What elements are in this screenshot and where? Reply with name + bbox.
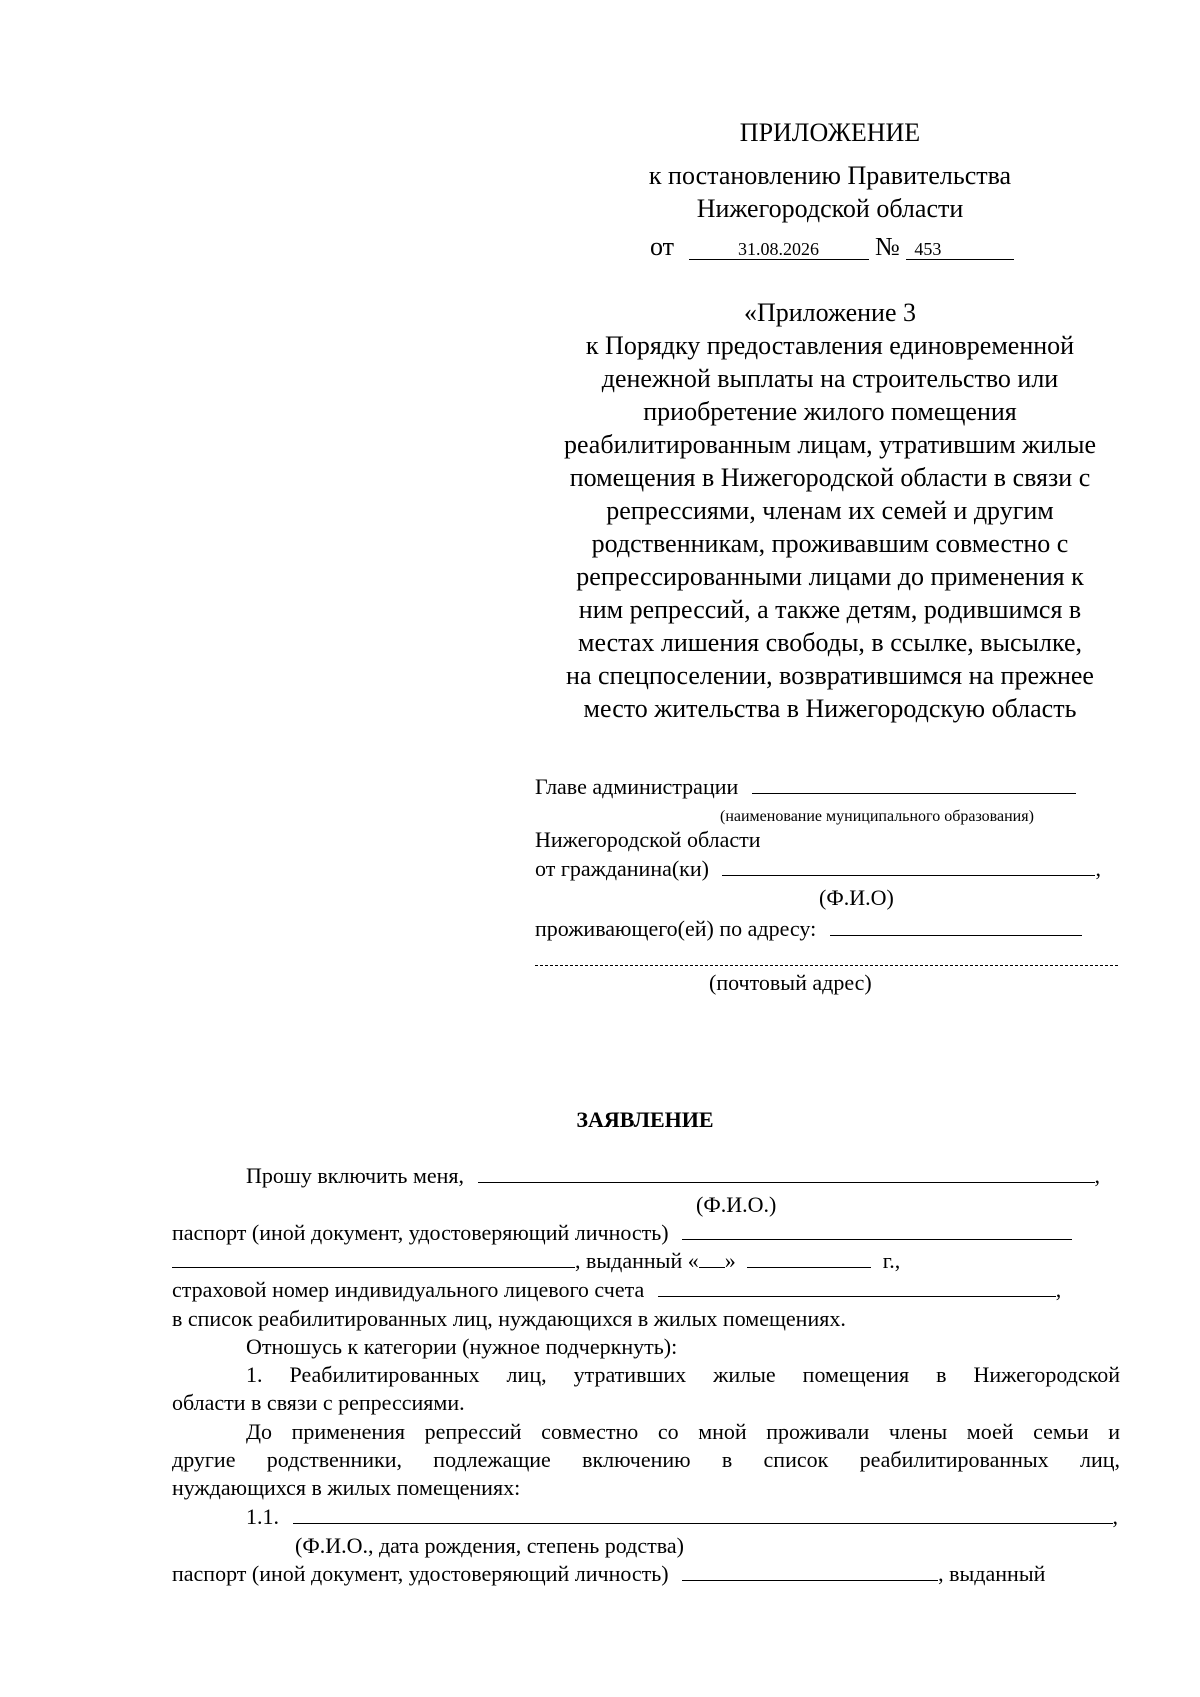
passport-2-row (172, 1560, 1045, 1588)
comma-2: , (1055, 1277, 1062, 1302)
region-line: Нижегородской области (535, 827, 761, 852)
appendix-3-line: репрессированными лицами до применения к (576, 562, 1084, 591)
issue-month-field[interactable] (747, 1266, 871, 1268)
citizen-fio-field[interactable] (722, 874, 1095, 876)
passport-row (172, 1219, 1072, 1247)
appendix-3-line: репрессиями, членам их семей и другим (606, 496, 1054, 525)
passport-field[interactable] (682, 1238, 1072, 1240)
appendix-title: ПРИЛОЖЕНИЕ (739, 118, 921, 147)
resolution-line-1: к постановлению Правительства (648, 161, 1012, 190)
postal-caption: (почтовый адрес) (709, 970, 872, 995)
snils-field[interactable] (658, 1295, 1056, 1297)
para-line-1: До применения репрессий совместно со мной проживали члены моей семьи и (246, 1419, 1120, 1444)
relative-fio-field[interactable] (293, 1522, 1113, 1524)
appendix-3-line: помещения в Нижегородской области в связи с (569, 463, 1091, 492)
appendix-3-line: реабилитированным лицам, утратившим жилые (563, 430, 1097, 459)
category-intro: Отношусь к категории (нужное подчеркнуть): (246, 1334, 678, 1359)
into-list-line: в список реабилитированных лиц, нуждающихся в жилых помещениях. (172, 1306, 846, 1331)
appendix-3-line: к Порядку предоставления единовременной (585, 331, 1075, 360)
item-1-line-1[interactable]: 1. Реабилитированных лиц, утративших жилые помещения в Нижегородской (246, 1362, 1120, 1387)
snils-label: страховой номер индивидуального лицевого счета (172, 1277, 645, 1302)
date-field[interactable] (689, 239, 869, 260)
statement-title: ЗАЯВЛЕНИЕ (576, 1107, 714, 1132)
para-line-3: нуждающихся в жилых помещениях: (172, 1475, 521, 1500)
appendix-3-text (520, 296, 1140, 725)
item-1-1-caption: (Ф.И.О., дата рождения, степень родства) (295, 1533, 684, 1558)
issued-close: » (724, 1248, 736, 1273)
request-row (172, 1162, 1100, 1190)
from-comma: , (1095, 856, 1101, 881)
fio-caption-2: (Ф.И.О.) (696, 1192, 777, 1217)
year-suffix: г., (882, 1248, 901, 1273)
number-sign: № (875, 232, 900, 261)
appendix-3-line: местах лишения свободы, в ссылке, высылке, (577, 628, 1083, 657)
applicant-fio-field[interactable] (478, 1181, 1095, 1183)
issued-text: , выданный « (575, 1248, 699, 1273)
comma: , (1094, 1163, 1101, 1188)
date-value: 31.08.2026 (738, 239, 820, 259)
comma-3: , (1112, 1504, 1118, 1529)
municipality-caption: (наименование муниципального образования) (720, 808, 1034, 825)
address-field[interactable] (830, 934, 1082, 936)
item-1-line-2[interactable]: области в связи с репрессиями. (172, 1390, 465, 1415)
item-1-1-label: 1.1. (246, 1504, 279, 1529)
appendix-3-line: место жительства в Нижегородскую область (583, 694, 1077, 723)
appendix-3-line: приобретение жилого помещения (643, 397, 1017, 426)
appendix-3-line: на спецпоселении, возвратившимся на прежнее (566, 661, 1094, 690)
passport-2-label: паспорт (иной документ, удостоверяющий личность) (172, 1561, 669, 1586)
from-label: от гражданина(ки) (535, 856, 709, 881)
appendix-3-line: родственникам, проживавшим совместно с (591, 529, 1069, 558)
issued-row (172, 1247, 900, 1275)
item-1-1-row (172, 1503, 1118, 1531)
appendix-3-line: ним репрессий, а также детям, родившимся в (578, 595, 1082, 624)
request-label: Прошу включить меня, (246, 1163, 465, 1188)
passport-label: паспорт (иной документ, удостоверяющий личность) (172, 1220, 669, 1245)
address-field-2[interactable] (535, 964, 1118, 966)
resolution-line-2: Нижегородской области (696, 194, 964, 223)
relative-passport-field[interactable] (682, 1579, 938, 1581)
head-label: Главе администрации (535, 774, 739, 799)
snils-row (172, 1276, 1061, 1304)
resolution-date-number (650, 230, 1014, 263)
residing-row (535, 914, 1082, 943)
para-line-2: другие родственники, подлежащие включению в список реабилитированных лиц, (172, 1447, 1120, 1472)
appendix-3-line: «Приложение 3 (743, 298, 917, 327)
appendix-3-line: денежной выплаты на строительство или (601, 364, 1059, 393)
head-of-admin-row (535, 772, 1076, 801)
from-citizen-row (535, 854, 1101, 883)
date-prefix: от (650, 232, 675, 261)
issued-2-text: , выданный (938, 1561, 1046, 1586)
municipality-field[interactable] (752, 792, 1076, 794)
passport-field-2[interactable] (172, 1266, 575, 1268)
number-value: 453 (914, 239, 942, 259)
number-field[interactable] (906, 239, 1014, 260)
residing-label: проживающего(ей) по адресу: (535, 916, 817, 941)
issue-day-field[interactable] (699, 1266, 725, 1268)
fio-caption: (Ф.И.О) (819, 885, 894, 910)
appendix-header (530, 116, 1130, 225)
